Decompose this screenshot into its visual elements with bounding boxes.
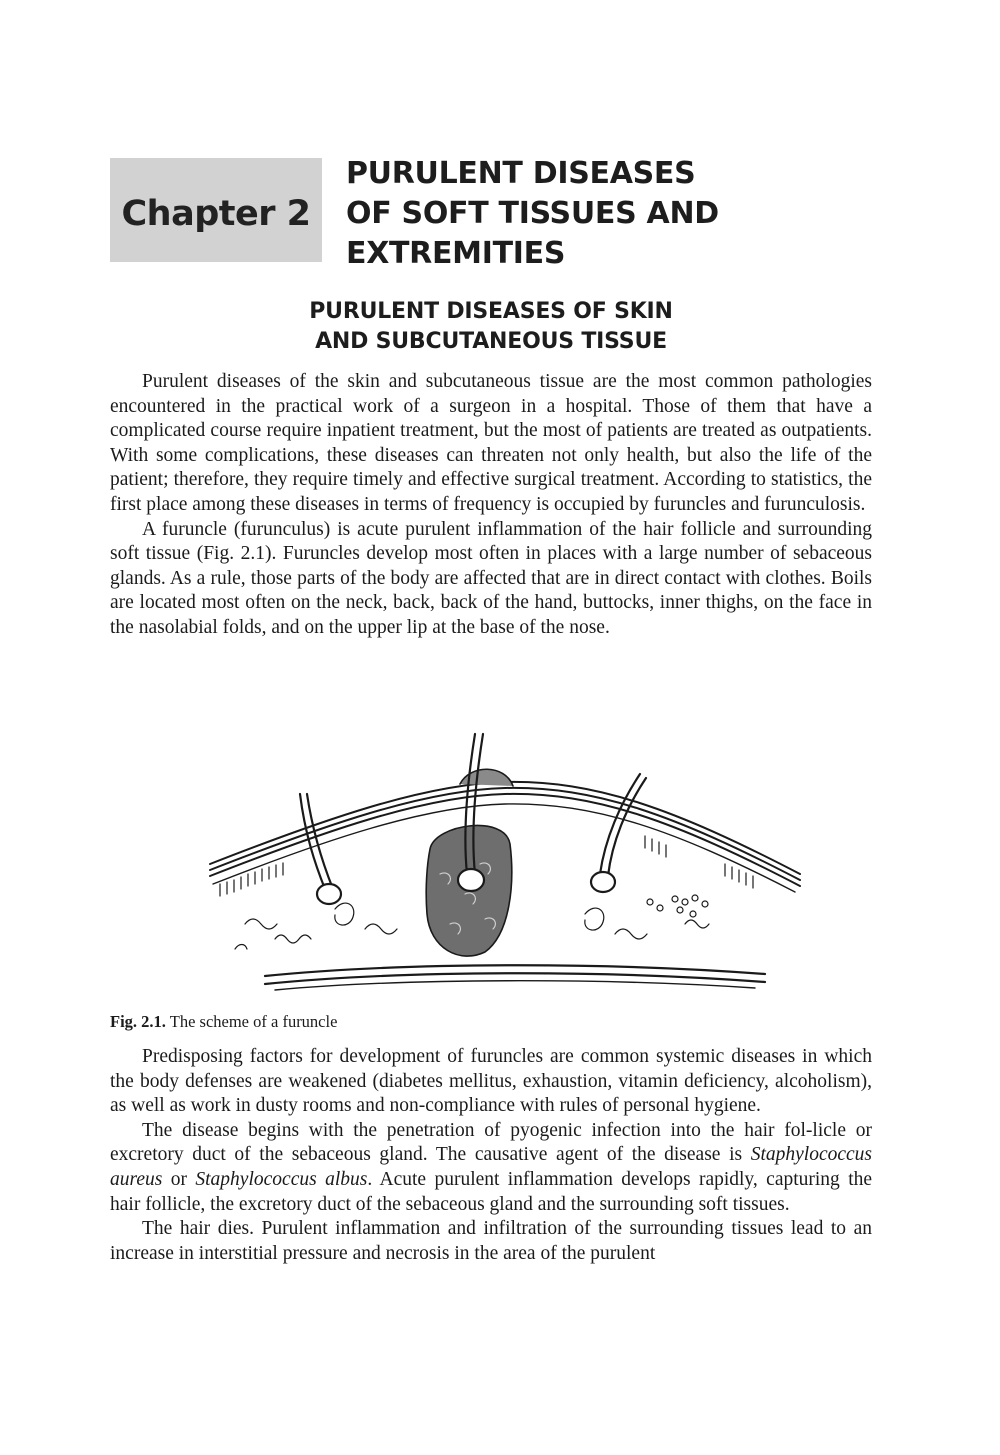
furuncle-illustration [205,724,805,994]
paragraph: The hair dies. Purulent inflammation and infiltration of the surrounding tissues lead to an increase in interstitial pressure and necrosis in the area of the purulent [110,1218,872,1264]
chapter-label: Chapter 2 [121,194,311,234]
figure-number: Fig. 2.1. [110,1012,166,1031]
chapter-title-line: OF SOFT TISSUES AND [346,196,719,231]
paragraph-segment: . Acute purulent inflammation develops rapidly, capturing the hair follicle, the excretory duct of the sebaceous gland and the surrounding soft tissues. [110,1168,873,1215]
body-text-bottom [110,1045,872,1266]
chapter-title [346,154,866,274]
section-heading [110,297,872,357]
paragraph-segment: or [170,1168,187,1190]
figure-caption [110,1012,337,1032]
paragraph [110,1119,872,1217]
paragraph-segment: The disease begins with the penetration of pyogenic infection into the hair fol-licle or excretory duct of the sebaceous gland. The causative agent of the disease is [110,1119,872,1166]
section-heading-line: AND SUBCUTANEOUS TISSUE [315,329,667,354]
chapter-label-box [110,158,322,262]
paragraph: Predisposing factors for development of furuncles are common systemic diseases in which the body defenses are weakened (diabetes mellitus, exhaustion, vitamin deficiency, alcoholism), as well as work in dusty rooms and non-compliance with rules of personal hygiene. [110,1046,872,1117]
chapter-title-line: PURULENT DISEASES [346,156,696,191]
paragraph: A furuncle (furunculus) is acute purulent inflammation of the hair follicle and surrounding soft tissue (Fig. 2.1). Furuncles develop most often in places with a large number of sebaceous glands. As a rule, those parts of the body are affected that are in direct contact with clothes. Boils are located most often on the neck, back, back of the hand, buttocks, inner thighs, on the face in the nasolabial folds, and on the upper lip at the base of the nose. [110,518,872,638]
species-name: Staphylococcus albus [195,1168,368,1190]
species-name: Staphylococcus aureus [110,1144,873,1190]
fascia-layer [265,965,765,990]
section-heading-line: PURULENT DISEASES OF SKIN [309,299,673,324]
paragraph: Purulent diseases of the skin and subcutaneous tissue are the most common pathologies encountered in the practical work of a surgeon in a hospital. Those of them that have a complicated course require inpatient treatment, but the most of patients are treated as outpatients. With some complications, these diseases can threaten not only health, but also the life of the patient; therefore, they require timely and effective surgical treatment. According to statistics, the first place among these diseases in terms of frequency is occupied by furuncles and furunculosis. [110,371,872,515]
figure-caption-text: The scheme of a furuncle [169,1012,338,1031]
chapter-title-line: EXTREMITIES [346,236,566,271]
body-text-top [110,370,872,641]
